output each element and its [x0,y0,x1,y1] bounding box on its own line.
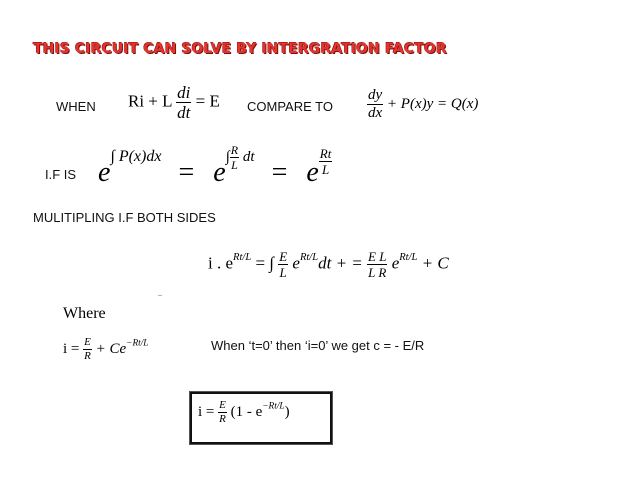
if-exp3-den: L [321,162,330,178]
if-exp3-num: Rt [319,146,332,162]
final-exp: −Rt/L [262,401,285,412]
circuit-derivative [176,84,191,121]
multiplying-label: MULITIPLING I.F BOTH SIDES [33,210,216,225]
circuit-equation [128,84,220,121]
mult-mid-exp: Rt/L [299,251,319,263]
multiplied-equation [208,250,449,279]
if-exp1: ∫ P(x)dx [110,147,162,165]
final-num: E [219,399,226,411]
standard-deriv-den: dx [368,105,383,121]
circuit-deriv-num: di [177,83,191,102]
standard-derivative [367,88,383,121]
circuit-deriv-den: dt [177,103,191,122]
final-close: ) [284,403,290,420]
mult-eq: = ∫ [255,253,274,273]
standard-deriv-num: dy [368,87,383,103]
gen-exp: −Rt/L [126,338,149,349]
gen-frac [83,337,92,362]
gen-lhs: i = [63,340,80,357]
gen-num: E [84,336,91,348]
if-eq1: = [178,156,195,188]
if-exp2-int: ∫ [225,148,230,165]
if-exp3 [319,147,333,176]
compare-to-label: COMPARE TO [247,99,333,114]
mult-frac1 [278,250,288,279]
if-e1: e [98,156,111,188]
slide-title: THIS CIRCUIT CAN SOLVE BY INTERGRATION FACTOR [33,41,447,57]
mult-mid-dt: dt + = [318,253,363,273]
if-exp2-frac [230,144,239,171]
if-exp2-num: R [230,143,239,157]
gen-rest: + Ce [95,340,127,357]
if-exp2-den: L [231,158,238,172]
gen-den: R [84,350,91,362]
general-solution-equation [63,337,148,362]
mult-f2-den: L R [368,265,387,280]
final-den: R [219,413,226,425]
if-e2: e [213,156,226,188]
if-e3: e [306,156,319,188]
where-label: Where [63,305,106,322]
mult-plus-c: + C [421,253,449,273]
final-lhs: i = [198,403,215,420]
initial-condition-text: When ‘t=0’ then ‘i=0’ we get c = - E/R [211,338,425,353]
if-eq2: = [271,156,288,188]
mult-mid: e [292,253,300,273]
when-label: WHEN [56,99,96,114]
standard-form-equation [367,88,478,121]
mult-f1-num: E [279,249,288,264]
mult-lhs-exp: Rt/L [233,251,252,263]
stray-mark: – [158,290,162,299]
mult-end: e [391,253,400,273]
if-exp3-frac [319,147,333,176]
final-frac [218,400,227,425]
if-exp2-dt: dt [242,148,255,165]
mult-f2-num: E L [368,249,387,264]
if-exp2 [226,144,255,171]
final-rest: (1 - e [230,403,263,420]
circuit-rhs: = E [195,91,220,111]
if-label: I.F IS [45,167,77,182]
circuit-lhs: Ri + L [128,91,172,111]
integrating-factor-equation [98,144,332,189]
mult-lhs: i . e [208,253,234,273]
mult-f1-den: L [279,265,287,280]
standard-rest: + P(x)y = Q(x) [386,95,479,112]
mult-end-exp: Rt/L [399,251,418,263]
final-solution-equation [198,400,290,425]
mult-frac2 [367,250,387,279]
